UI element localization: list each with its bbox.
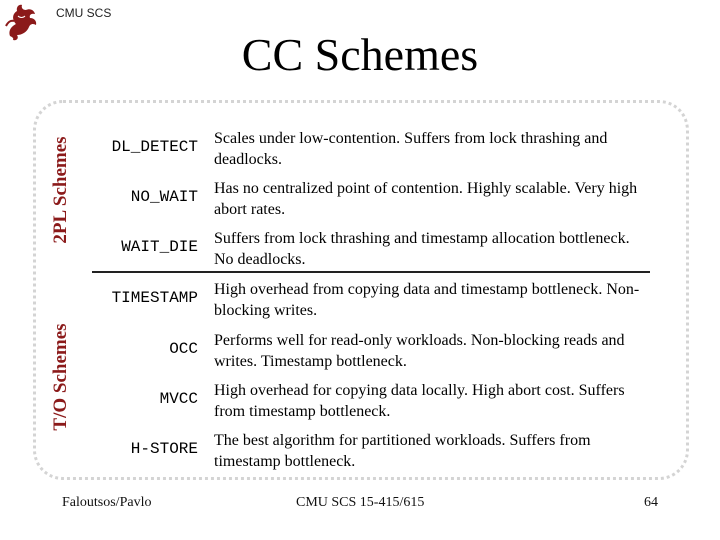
slide-title: CC Schemes — [241, 29, 479, 80]
side-label-2pl: 2PL Schemes — [50, 136, 71, 244]
scheme-name: OCC — [169, 340, 198, 358]
page-number: 64 — [644, 495, 658, 510]
scheme-description: High overhead for copying data locally. High abort cost. Suffers from timestamp bottleneck. — [214, 382, 625, 420]
scheme-name: NO_WAIT — [130, 188, 198, 206]
scheme-description: Suffers from lock thrashing and timestamp allocation bottleneck. No deadlocks. — [214, 230, 630, 268]
scheme-name: MVCC — [159, 390, 198, 408]
scheme-description: High overhead from copying data and timestamp bottleneck. Non-blocking writes. — [214, 281, 640, 319]
scheme-name: H-STORE — [130, 440, 198, 458]
side-label-to: T/O Schemes — [50, 323, 71, 431]
scheme-description: Scales under low-contention. Suffers from lock thrashing and deadlocks. — [214, 130, 608, 168]
scheme-description: The best algorithm for partitioned workloads. Suffers from timestamp bottleneck. — [214, 432, 591, 470]
footer-authors: Faloutsos/Pavlo — [62, 495, 152, 510]
footer-course: CMU SCS 15-415/615 — [296, 495, 425, 510]
section-divider — [92, 271, 650, 273]
scheme-name: WAIT_DIE — [121, 238, 198, 256]
org-label: CMU SCS — [56, 6, 112, 20]
scheme-name: DL_DETECT — [111, 138, 198, 156]
scheme-name: TIMESTAMP — [111, 289, 198, 307]
scheme-description: Performs well for read-only workloads. Non-blocking reads and writes. Timestamp bottleneck. — [214, 332, 625, 370]
scheme-description: Has no centralized point of contention. Highly scalable. Very high abort rates. — [214, 180, 638, 218]
